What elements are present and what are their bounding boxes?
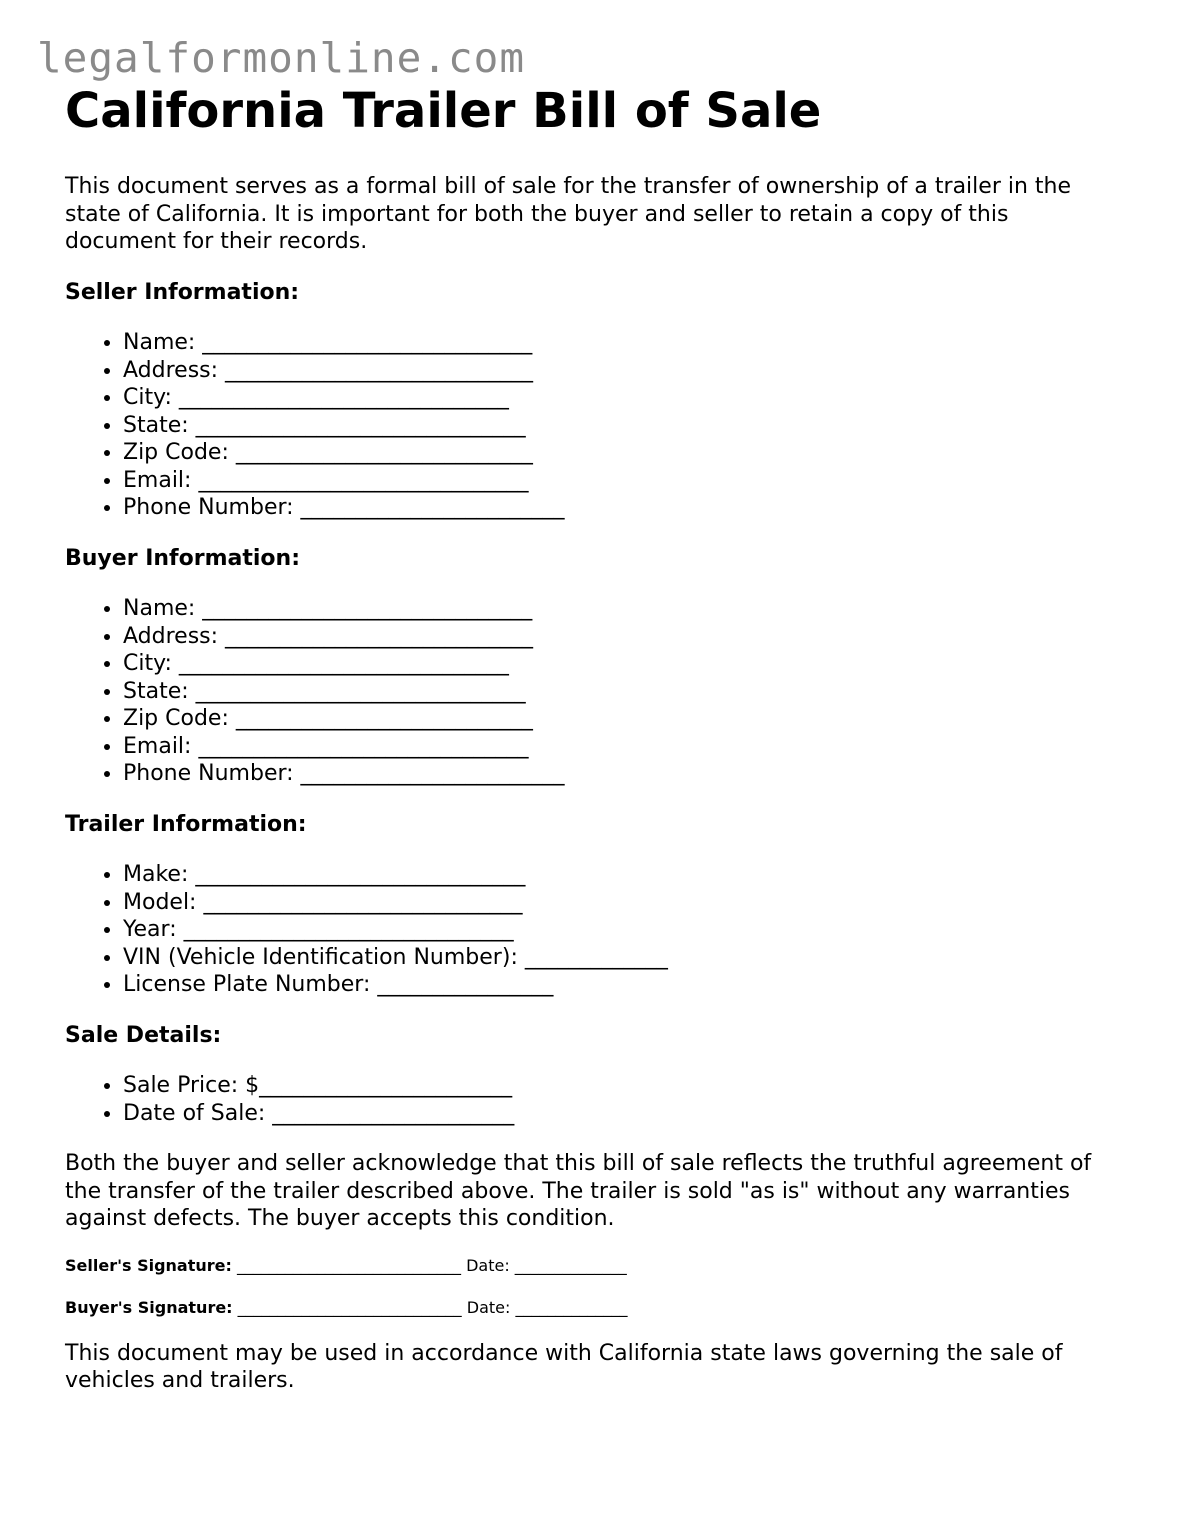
buyer-city-field: • City: ______________________________ xyxy=(123,650,1125,678)
buyer-signature-blank: ____________________________ Date: ______________ xyxy=(232,1297,628,1317)
seller-signature-label: Seller's Signature: xyxy=(65,1255,232,1275)
trailer-list xyxy=(65,861,1125,999)
sale-list xyxy=(65,1072,1125,1127)
trailer-heading: Trailer Information: xyxy=(65,811,307,837)
seller-signature-blank: ____________________________ Date: ______________ xyxy=(231,1255,627,1275)
buyer-email-field: • Email: ______________________________ xyxy=(123,733,1125,761)
seller-address-field: • Address: ____________________________ xyxy=(123,357,1125,385)
buyer-signature-line xyxy=(65,1298,1125,1317)
trailer-year-field: • Year: ______________________________ xyxy=(123,916,1125,944)
trailer-vin-field: • VIN (Vehicle Identification Number): _____________ xyxy=(123,944,1125,972)
buyer-zip-field: • Zip Code: ___________________________ xyxy=(123,705,1125,733)
footer-paragraph: This document may be used in accordance with California state laws governing the sale of vehicles and trailers. xyxy=(65,1340,1063,1393)
buyer-state-field: • State: ______________________________ xyxy=(123,678,1125,706)
document-body xyxy=(65,82,1125,1395)
document-title: California Trailer Bill of Sale xyxy=(65,83,822,139)
buyer-name-field: • Name: ______________________________ xyxy=(123,595,1125,623)
buyer-address-field: • Address: ____________________________ xyxy=(123,623,1125,651)
seller-phone-field: • Phone Number: ________________________ xyxy=(123,494,1125,522)
seller-state-field: • State: ______________________________ xyxy=(123,412,1125,440)
sale-date-field: • Date of Sale: ______________________ xyxy=(123,1100,1125,1128)
seller-city-field: • City: ______________________________ xyxy=(123,384,1125,412)
seller-name-field: • Name: ______________________________ xyxy=(123,329,1125,357)
trailer-model-field: • Model: _____________________________ xyxy=(123,889,1125,917)
seller-list xyxy=(65,329,1125,522)
buyer-phone-field: • Phone Number: ________________________ xyxy=(123,760,1125,788)
acknowledgement-paragraph: Both the buyer and seller acknowledge that this bill of sale reflects the truthful agreement of the transfer of the trailer described above. The trailer is sold "as is" without any warranties against defects. The buyer accepts this condition. xyxy=(65,1151,1092,1231)
sale-price-field: • Sale Price: $_______________________ xyxy=(123,1072,1125,1100)
intro-paragraph: This document serves as a formal bill of sale for the transfer of ownership of a trailer in the state of California. It is important for both the buyer and seller to retain a copy of this document for their records. xyxy=(65,174,1072,254)
sale-heading: Sale Details: xyxy=(65,1022,222,1048)
trailer-make-field: • Make: ______________________________ xyxy=(123,861,1125,889)
buyer-heading: Buyer Information: xyxy=(65,545,300,571)
trailer-plate-field: • License Plate Number: ________________ xyxy=(123,971,1125,999)
seller-email-field: • Email: ______________________________ xyxy=(123,467,1125,495)
buyer-signature-label: Buyer's Signature: xyxy=(65,1297,233,1317)
seller-zip-field: • Zip Code: ___________________________ xyxy=(123,439,1125,467)
watermark: legalformonline.com xyxy=(37,34,525,82)
buyer-list xyxy=(65,595,1125,788)
seller-heading: Seller Information: xyxy=(65,279,300,305)
seller-signature-line xyxy=(65,1256,1125,1275)
